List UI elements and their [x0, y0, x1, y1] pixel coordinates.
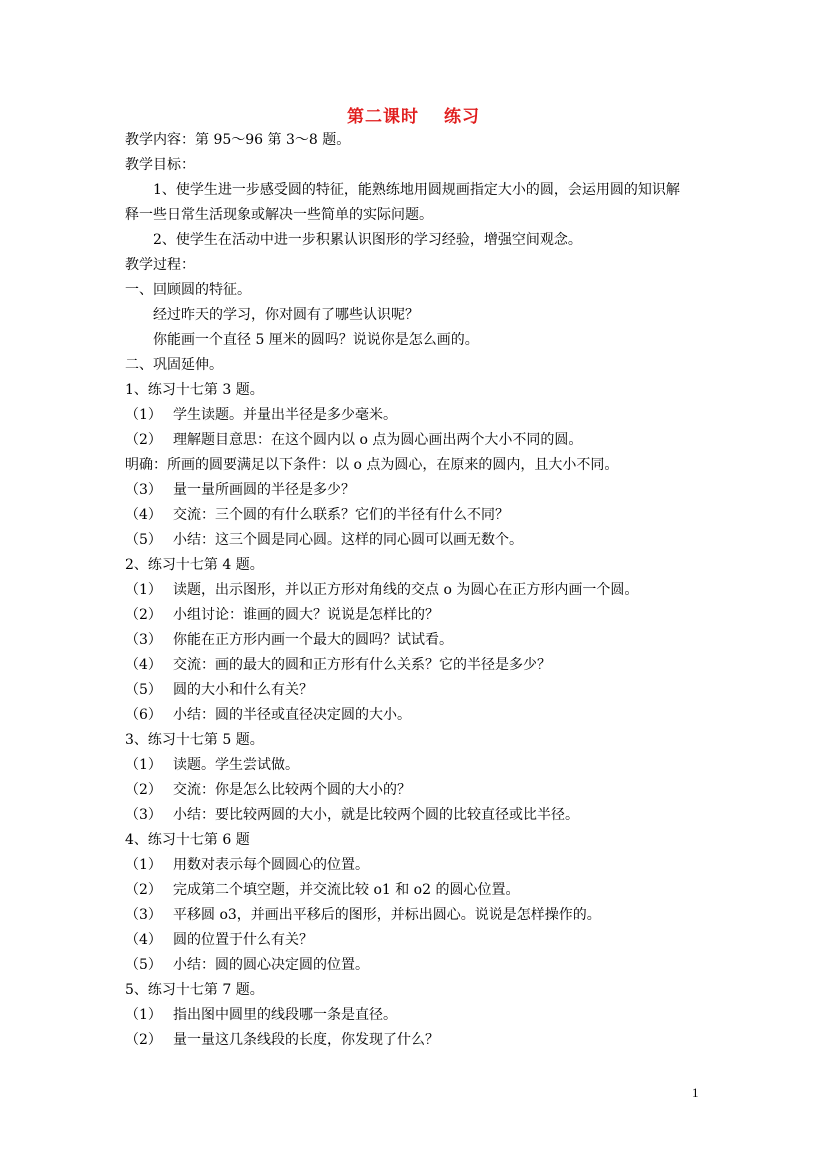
list-item-text: 指出图中圆里的线段哪一条是直径。 — [173, 1007, 397, 1023]
list-item-text: 交流：画的最大的圆和正方形有什么关系？它的半径是多少？ — [173, 657, 551, 673]
list-item-text: 小结：这三个圆是同心圆。这样的同心圆可以画无数个。 — [173, 532, 523, 548]
list-item — [125, 853, 705, 878]
list-item-number: （5） — [125, 957, 162, 973]
list-item-text: 圆的大小和什么有关？ — [173, 682, 313, 698]
list-item-number: （5） — [125, 532, 162, 548]
list-item-text: 交流：你是怎么比较两个圆的大小的？ — [173, 782, 411, 798]
list-item-number: （1） — [125, 407, 162, 423]
list-item — [125, 778, 705, 803]
list-item-number: （2） — [125, 1032, 162, 1048]
list-item — [125, 928, 705, 953]
indented-paragraph: 2、使学生在活动中进一步积累认识图形的学习经验，增强空间观念。 — [153, 232, 582, 248]
list-item — [125, 428, 705, 453]
text-line: 教学目标： — [125, 157, 195, 173]
list-item-number: （1） — [125, 757, 162, 773]
list-item — [125, 528, 705, 553]
text-line: 一、回顾圆的特征。 — [125, 282, 251, 298]
list-item-text: 量一量这几条线段的长度，你发现了什么？ — [173, 1032, 439, 1048]
list-item-number: （3） — [125, 807, 162, 823]
list-item-number: （4） — [125, 657, 162, 673]
list-item-number: （2） — [125, 782, 162, 798]
list-item — [125, 803, 705, 828]
list-item — [125, 653, 705, 678]
list-item-number: （2） — [125, 882, 162, 898]
text-line: 4、练习十七第 6 题 — [125, 832, 250, 848]
list-item-text: 交流：三个圆的有什么联系？它们的半径有什么不同？ — [173, 507, 509, 523]
list-item-number: （1） — [125, 1007, 162, 1023]
text-line: 教学内容：第 95～96 第 3～8 题。 — [125, 132, 351, 148]
list-item-number: （4） — [125, 507, 162, 523]
list-item-number: （3） — [125, 632, 162, 648]
list-item-number: （6） — [125, 707, 162, 723]
list-item — [125, 478, 705, 503]
indented-paragraph: 你能画一个直径 5 厘米的圆吗？说说你是怎么画的。 — [153, 332, 479, 348]
text-line: 3、练习十七第 5 题。 — [125, 732, 264, 748]
list-item-number: （1） — [125, 857, 162, 873]
list-item-text: 学生读题。并量出半径是多少毫米。 — [173, 407, 397, 423]
list-item — [125, 903, 705, 928]
list-item — [125, 1003, 705, 1028]
text-line: 二、巩固延伸。 — [125, 357, 223, 373]
list-item — [125, 678, 705, 703]
text-line: 2、练习十七第 4 题。 — [125, 557, 264, 573]
page-number: 1 — [692, 1085, 699, 1100]
list-item — [125, 953, 705, 978]
indented-paragraph: 1、使学生进一步感受圆的特征，能熟练地用圆规画指定大小的圆，会运用圆的知识解 — [153, 182, 680, 198]
indented-paragraph: 经过昨天的学习，你对圆有了哪些认识呢？ — [153, 307, 419, 323]
list-item-text: 完成第二个填空题，并交流比较 o1 和 o2 的圆心位置。 — [173, 882, 520, 898]
text-line: 明确：所画的圆要满足以下条件：以 o 点为圆心，在原来的圆内，且大小不同。 — [125, 457, 619, 473]
list-item-text: 读题。学生尝试做。 — [173, 757, 299, 773]
list-item-number: （2） — [125, 432, 162, 448]
list-item-text: 平移圆 o3，并画出平移后的图形，并标出圆心。说说是怎样操作的。 — [173, 907, 601, 923]
list-item — [125, 578, 705, 603]
list-item — [125, 603, 705, 628]
list-item-number: （4） — [125, 932, 162, 948]
list-item-text: 小结：圆的半径或直径决定圆的大小。 — [173, 707, 411, 723]
list-item — [125, 1028, 705, 1053]
list-item-text: 你能在正方形内画一个最大的圆吗？试试看。 — [173, 632, 453, 648]
text-line: 5、练习十七第 7 题。 — [125, 982, 264, 998]
list-item-text: 用数对表示每个圆圆心的位置。 — [173, 857, 369, 873]
list-item — [125, 628, 705, 653]
text-line: 释一些日常生活现象或解决一些简单的实际问题。 — [125, 207, 433, 223]
list-item-text: 理解题目意思：在这个圆内以 o 点为圆心画出两个大小不同的圆。 — [173, 432, 583, 448]
list-item — [125, 703, 705, 728]
list-item-number: （2） — [125, 607, 162, 623]
list-item-text: 读题，出示图形，并以正方形对角线的交点 o 为圆心在正方形内画一个圆。 — [173, 582, 639, 598]
list-item-text: 小结：要比较两圆的大小，就是比较两个圆的比较直径或比半径。 — [173, 807, 579, 823]
text-line: 教学过程： — [125, 257, 195, 273]
list-item-text: 小结：圆的圆心决定圆的位置。 — [173, 957, 369, 973]
page-title: 第二课时 练习 — [347, 107, 480, 127]
text-line: 1、练习十七第 3 题。 — [125, 382, 264, 398]
list-item — [125, 503, 705, 528]
list-item-number: （3） — [125, 482, 162, 498]
list-item-number: （3） — [125, 907, 162, 923]
list-item — [125, 878, 705, 903]
list-item-text: 圆的位置于什么有关？ — [173, 932, 313, 948]
list-item-text: 小组讨论：谁画的圆大？说说是怎样比的？ — [173, 607, 439, 623]
list-item-number: （5） — [125, 682, 162, 698]
list-item — [125, 753, 705, 778]
document-body — [125, 128, 705, 1053]
list-item-number: （1） — [125, 582, 162, 598]
list-item-text: 量一量所画圆的半径是多少？ — [173, 482, 355, 498]
list-item — [125, 403, 705, 428]
